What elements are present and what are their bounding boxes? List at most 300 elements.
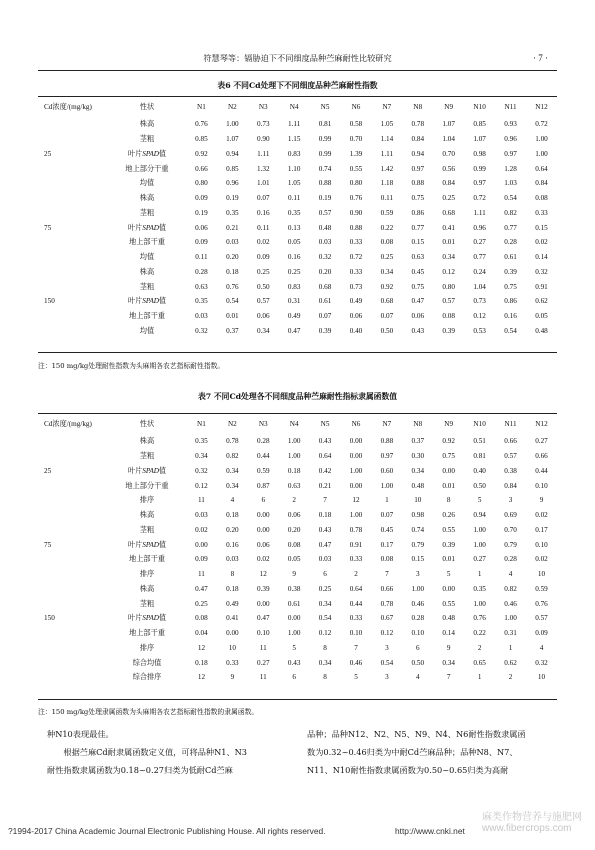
column-header: N9 [444,103,454,111]
value-cell: 1.39 [349,149,363,158]
table-row [38,309,557,324]
value-cell: 0.82 [504,584,517,593]
value-cell: 0.32 [535,658,548,667]
trait-cell: 排序 [139,496,155,505]
value-cell: 0.46 [504,599,517,608]
value-cell: 0.09 [256,253,270,262]
value-cell: 4 [230,496,235,505]
value-cell: 0.49 [349,297,363,306]
value-cell: 5 [477,496,482,505]
trait-cell: 茎粗 [139,135,155,144]
trait-cell: 茎粗 [139,208,155,217]
table6 [38,97,557,338]
concentration-cell: 25 [44,466,52,475]
value-cell: 0.25 [195,599,208,608]
column-header: N2 [227,103,237,111]
value-cell: 0.54 [318,614,332,623]
value-cell: 0.02 [535,511,548,520]
value-cell: 1.00 [535,135,548,144]
value-cell: 0.84 [535,179,548,188]
trait-cell: 叶片SPAD值 [127,466,167,475]
value-cell: 0.73 [256,120,270,129]
value-cell: 0.55 [442,599,455,608]
trait-cell: 综合均值 [132,658,162,667]
value-cell: 3 [385,673,389,682]
table-row [38,279,557,294]
value-cell: 0.28 [504,555,517,564]
value-cell: 0.55 [349,164,363,173]
table-row [38,655,557,670]
footer-url[interactable]: http://www.cnki.net [395,826,465,836]
value-cell: 0.19 [226,194,239,203]
value-cell: 0.00 [349,452,363,461]
value-cell: 0.02 [535,555,548,564]
value-cell: 0.07 [380,312,394,321]
value-cell: 0.18 [226,511,239,520]
value-cell: 0.33 [349,267,363,276]
value-cell: 0.97 [380,452,394,461]
header-rule [38,70,557,71]
column-header: N6 [351,420,361,428]
value-cell: 0.77 [504,223,517,232]
value-cell: 0.50 [256,282,270,291]
value-cell: 0.33 [226,658,239,667]
body-right-column [307,725,526,779]
value-cell: 0.72 [349,253,363,262]
value-cell: 0.40 [349,326,363,335]
value-cell: 12 [352,496,360,505]
value-cell: 0.64 [318,452,332,461]
value-cell: 0.08 [195,614,208,623]
table-row [38,611,557,626]
value-cell: 0.64 [535,164,548,173]
value-cell: 0.57 [535,614,548,623]
value-cell: 1.00 [504,614,517,623]
value-cell: 11 [259,673,267,682]
value-cell: 0.39 [318,326,332,335]
value-cell: 0.48 [442,614,455,623]
column-header: N5 [320,420,330,428]
value-cell: 0.54 [380,658,394,667]
body-right-line: 数为0.32~0.46归类为中耐Cd苎麻品种；品种N8、N7、 [307,747,518,757]
table7-bottom-rule [38,699,557,700]
value-cell: 3 [416,570,420,579]
table6-bottom-rule [38,352,557,353]
trait-cell: 地上部干重 [129,238,165,247]
value-cell: 0.84 [442,179,455,188]
value-cell: 0.75 [411,194,425,203]
value-cell: 0.37 [411,437,425,446]
value-cell: 0.22 [473,629,486,638]
value-cell: 0.20 [226,253,239,262]
value-cell: 1.00 [473,540,486,549]
value-cell: 6 [323,570,327,579]
value-cell: 0.75 [411,282,425,291]
table-row [38,626,557,641]
value-cell: 0.31 [504,629,517,638]
value-cell: 0.07 [318,312,332,321]
value-cell: 9 [230,673,235,682]
table7-note: 注：150 mg/kg处理隶属函数为头麻期各农艺指标耐性指数的隶属函数。 [38,708,259,716]
value-cell: 1.11 [380,149,394,158]
value-cell: 0.33 [349,238,363,247]
value-cell: 1.18 [380,179,394,188]
trait-cell: 叶片SPAD值 [127,223,167,232]
watermark-url: www.fibercrops.com [482,823,572,834]
value-cell: 0.01 [226,312,239,321]
value-cell: 0.78 [380,599,394,608]
value-cell: 0.63 [411,253,425,262]
value-cell: 0.61 [504,253,517,262]
value-cell: 0.44 [256,452,270,461]
value-cell: 0.75 [442,452,455,461]
value-cell: 0.47 [256,614,270,623]
table-row [38,235,557,250]
value-cell: 0.00 [349,481,363,490]
trait-cell: 地上部分干重 [125,164,169,173]
column-header: Cd浓度/(mg/kg) [44,420,92,428]
value-cell: 8 [446,496,451,505]
trait-cell: 株高 [139,511,155,520]
value-cell: 0.10 [349,629,363,638]
value-cell: 0.10 [535,540,548,549]
value-cell: 0.34 [380,267,394,276]
value-cell: 0.68 [318,282,332,291]
value-cell: 1.04 [442,135,455,144]
trait-cell: 株高 [139,584,155,593]
value-cell: 0.28 [256,437,270,446]
value-cell: 0.00 [256,525,270,534]
value-cell: 2 [477,643,482,652]
value-cell: 0.87 [256,481,270,490]
value-cell: 0.92 [195,149,208,158]
trait-cell: 地上部干重 [129,555,165,564]
value-cell: 2 [508,673,513,682]
value-cell: 0.45 [380,525,394,534]
value-cell: 0.43 [411,326,425,335]
value-cell: 0.22 [380,223,394,232]
trait-cell: 均值 [139,179,155,188]
value-cell: 0.18 [318,511,332,520]
value-cell: 1.10 [287,164,301,173]
trait-cell: 排序 [139,643,155,652]
value-cell: 0.20 [287,525,301,534]
table-row [38,147,557,162]
value-cell: 1 [477,673,482,682]
table-row [38,449,557,464]
value-cell: 0.01 [442,481,455,490]
value-cell: 0.76 [473,614,486,623]
running-header-title: 符慧琴等：镉胁迫下不同细度品种苎麻耐性比较研究 [203,53,392,63]
value-cell: 0.37 [226,326,239,335]
value-cell: 0.35 [473,584,486,593]
value-cell: 0.12 [473,312,486,321]
value-cell: 0.85 [195,135,208,144]
table-row [38,523,557,538]
value-cell: 1.00 [535,149,548,158]
table-row [38,265,557,280]
value-cell: 0.02 [256,555,270,564]
value-cell: 0.44 [535,466,548,475]
value-cell: 10 [414,496,422,505]
table-row [38,596,557,611]
value-cell: 6 [416,643,420,652]
table-row [38,582,557,597]
value-cell: 0.86 [504,297,517,306]
trait-cell: 叶片SPAD值 [127,540,167,549]
value-cell: 0.98 [473,149,486,158]
value-cell: 0.50 [411,658,425,667]
value-cell: 8 [323,643,327,652]
value-cell: 0.83 [287,149,301,158]
value-cell: 0.25 [442,194,455,203]
value-cell: 0.08 [380,555,394,564]
value-cell: 1.00 [287,629,301,638]
value-cell: 10 [228,643,236,652]
concentration-cell: 75 [44,223,52,232]
value-cell: 6 [292,673,296,682]
value-cell: 0.57 [504,452,517,461]
value-cell: 1.00 [473,599,486,608]
trait-cell: 茎粗 [139,452,155,461]
value-cell: 0.34 [226,481,239,490]
value-cell: 0.48 [318,223,332,232]
value-cell: 0.15 [411,238,425,247]
value-cell: 0.50 [380,326,394,335]
column-header: N1 [197,420,206,428]
trait-cell: 茎粗 [139,599,155,608]
value-cell: 8 [323,673,327,682]
value-cell: 0.94 [226,149,239,158]
value-cell: 1 [477,570,482,579]
value-cell: 0.54 [226,297,239,306]
value-cell: 0.34 [442,253,455,262]
concentration-cell [38,655,108,685]
value-cell: 0.43 [318,525,332,534]
value-cell: 0.70 [442,149,455,158]
value-cell: 0.80 [195,179,208,188]
value-cell: 0.30 [411,452,425,461]
table-row [38,294,557,309]
value-cell: 0.59 [256,466,270,475]
table7 [38,414,557,685]
value-cell: 0.88 [318,179,332,188]
value-cell: 0.45 [411,267,425,276]
value-cell: 0.13 [287,223,301,232]
value-cell: 0.68 [442,208,455,217]
value-cell: 0.62 [535,297,548,306]
value-cell: 0.63 [287,481,301,490]
value-cell: 0.57 [256,297,270,306]
value-cell: 0.75 [504,282,517,291]
value-cell: 0.97 [411,164,425,173]
trait-cell: 茎粗 [139,525,155,534]
table-row [38,250,557,265]
value-cell: 0.12 [195,481,208,490]
value-cell: 1.14 [380,135,394,144]
value-cell: 0.60 [380,466,394,475]
value-cell: 0.32 [318,253,332,262]
value-cell: 0.51 [473,437,486,446]
value-cell: 0.57 [318,208,332,217]
value-cell: 0.56 [442,164,455,173]
value-cell: 0.05 [287,555,301,564]
value-cell: 10 [537,570,546,579]
value-cell: 1.11 [257,149,270,158]
value-cell: 1.00 [287,437,301,446]
table-row [38,552,557,567]
value-cell: 0.01 [442,555,455,564]
value-cell: 2 [292,496,296,505]
value-cell: 0.54 [504,326,517,335]
value-cell: 0.09 [195,555,208,564]
value-cell: 0.17 [380,540,394,549]
value-cell: 0.99 [473,164,486,173]
table-row [38,641,557,656]
trait-cell: 均值 [139,253,155,262]
body-left-line: 根据苎麻Cd耐隶属函数定义值，可将品种N1、N3 [47,747,248,757]
page-number: · 7 · [533,53,548,63]
value-cell: 0.02 [195,525,208,534]
value-cell: 0.25 [256,267,270,276]
value-cell: 0.81 [318,120,332,129]
value-cell: 1.03 [504,179,517,188]
value-cell: 0.66 [535,452,548,461]
value-cell: 0.14 [442,629,455,638]
value-cell: 0.77 [473,253,486,262]
value-cell: 0.15 [411,555,425,564]
trait-cell: 地上部干重 [129,629,165,638]
value-cell: 0.93 [504,120,517,129]
value-cell: 0.05 [287,238,301,247]
value-cell: 0.11 [380,194,394,203]
value-cell: 0.03 [195,312,208,321]
value-cell: 0.96 [226,179,239,188]
value-cell: 0.05 [535,312,548,321]
value-cell: 0.27 [256,658,270,667]
table-row [38,478,557,493]
column-header: N11 [504,420,517,428]
value-cell: 0.33 [349,614,363,623]
value-cell: 1.00 [226,120,239,129]
value-cell: 1.07 [442,120,455,129]
column-header: N6 [351,103,361,111]
body-left-line: 耐性指数隶属函数为0.18~0.27归类为低耐Cd苎麻 [47,765,233,775]
value-cell: 10 [537,673,546,682]
value-cell: 0.19 [195,208,208,217]
value-cell: 1.11 [473,208,486,217]
trait-cell: 叶片SPAD值 [127,149,167,158]
value-cell: 0.88 [349,223,363,232]
value-cell: 0.00 [442,466,455,475]
value-cell: 0.80 [442,282,455,291]
column-header: N7 [382,103,392,111]
value-cell: 1.00 [287,452,301,461]
trait-cell: 茎粗 [139,282,155,291]
trait-cell: 叶片SPAD值 [127,297,167,306]
value-cell: 0.11 [257,223,270,232]
trait-cell: 株高 [139,120,155,129]
column-header: N8 [413,420,423,428]
value-cell: 1.28 [504,164,517,173]
value-cell: 0.90 [349,208,363,217]
body-right-line: 品种；品种N12、N2、N5、N9、N4、N6耐性指数隶属函 [307,729,526,739]
value-cell: 0.90 [256,135,270,144]
value-cell: 0.32 [195,466,208,475]
value-cell: 0.76 [195,120,208,129]
concentration-cell: 150 [44,614,55,623]
value-cell: 0.11 [195,253,208,262]
value-cell: 0.61 [318,297,332,306]
value-cell: 0.02 [256,238,270,247]
trait-cell: 地上部干重 [129,312,165,321]
concentration-cell: 25 [44,149,52,158]
value-cell: 0.26 [442,511,455,520]
value-cell: 4 [539,643,544,652]
concentration-cell: 75 [44,540,52,549]
table-header-row [38,414,557,434]
value-cell: 0.08 [287,540,301,549]
value-cell: 0.99 [318,135,332,144]
trait-cell: 株高 [139,194,155,203]
value-cell: 0.40 [473,466,486,475]
value-cell: 0.66 [504,437,517,446]
column-header: N4 [289,420,299,428]
running-header [0,53,595,67]
table-row [38,191,557,206]
value-cell: 0.85 [226,164,239,173]
value-cell: 0.88 [380,437,394,446]
value-cell: 0.92 [442,437,455,446]
value-cell: 0.03 [195,511,208,520]
column-header: N10 [473,103,486,111]
value-cell: 1.32 [256,164,270,173]
table6-note: 注：150 mg/kg处理耐性指数为头麻期各农艺指标耐性指数。 [38,362,225,370]
value-cell: 0.76 [226,282,239,291]
value-cell: 1.01 [256,179,270,188]
value-cell: 0.18 [195,658,208,667]
column-header: N12 [535,420,548,428]
value-cell: 0.00 [195,540,208,549]
value-cell: 9 [292,570,296,579]
value-cell: 0.18 [226,584,239,593]
value-cell: 0.76 [349,194,363,203]
value-cell: 0.61 [287,599,301,608]
value-cell: 0.08 [442,312,455,321]
value-cell: 7 [323,496,327,505]
column-header: N7 [382,420,392,428]
value-cell: 0.35 [287,208,301,217]
value-cell: 0.62 [504,658,517,667]
table-row [38,161,557,176]
value-cell: 11 [259,643,267,652]
trait-cell: 均值 [139,326,155,335]
value-cell: 0.91 [349,540,363,549]
value-cell: 4 [416,673,420,682]
value-cell: 0.25 [287,267,301,276]
value-cell: 0.80 [349,179,363,188]
value-cell: 0.78 [349,525,363,534]
value-cell: 0.92 [380,282,394,291]
value-cell: 0.09 [535,629,548,638]
value-cell: 0.48 [535,326,548,335]
value-cell: 0.43 [318,437,332,446]
value-cell: 4 [508,570,513,579]
trait-cell: 叶片SPAD值 [127,614,167,623]
value-cell: 0.49 [287,312,301,321]
body-left-column [47,725,247,779]
table6-caption: 表6 不同Cd处理下不同细度品种苎麻耐性指数 [217,81,378,90]
